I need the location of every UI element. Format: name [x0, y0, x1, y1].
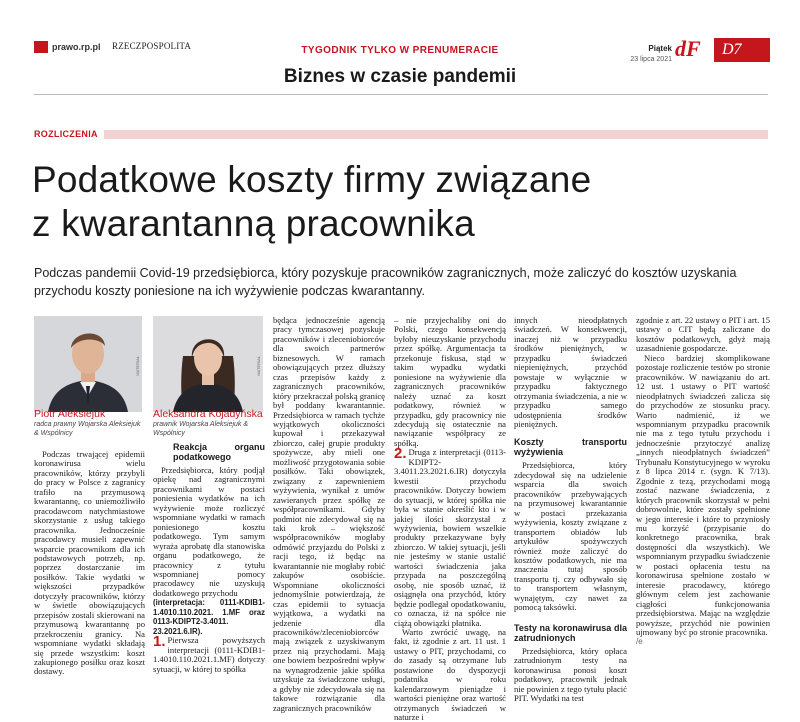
- headline-line-2: z kwarantanną pracownika: [32, 203, 475, 244]
- body-paragraph: Przedsiębiorca, który opłaca zatrudnionym testy na koronawirusa ponosi koszt podatkowy, pracownik jednak nie powinien z tego tytułu płacić PIT. Wydatki na test: [514, 645, 627, 703]
- subheading-testy: Testy na koronawirusa dla zatrudnionych: [514, 622, 627, 643]
- article-lead: Podczas pandemii Covid-19 przedsiębiorca, który pozyskuje pracowników zagranicznych, może zaliczyć do kosztów uzyskania przychodu koszty poniesione na ich wyżywienie podczas kwarantanny.: [34, 266, 737, 298]
- prawo-logo-text: prawo.rp.pl: [52, 42, 101, 52]
- article-kicker: ROZLICZENIA: [34, 129, 104, 139]
- author-photo-kojadynska: [153, 316, 263, 412]
- kicker-bar: [34, 130, 768, 139]
- author-name: Piotr Aleksiejuk: [34, 408, 106, 420]
- author-caption-2: [153, 408, 265, 438]
- author-caption-1: [34, 408, 146, 438]
- body-column-4: [394, 316, 506, 722]
- masthead-divider: [34, 94, 768, 95]
- body-paragraph: Podczas trwającej epidemii koronawirusa wielu pracowników, którzy przybyli do pracy w Polsce z zagranicy trafiło na przymusową kwarantannę, co uniemożliwiło pracodawcom natychmiastowe skorzystanie z usług takiego pracownika. Jednocześnie pracodawcy musieli zapewnić wsparcie pracownikom dla ich podstawowych potrzeb, np. poprzez dostarczanie im posiłków. Takie wydatki w większości przypadków dotyczyły pracowników, którzy w świetle obowiązujących przepisów zostali skierowani na przymusową kwarantannę po przekroczeniu granicy. Na wspomniane wydatki składają się przede wszystkim: koszt zakupionego posiłku oraz koszt dostawy.: [34, 449, 145, 677]
- author-name: Aleksandra Kojadyńska: [153, 408, 263, 420]
- masthead: [0, 0, 800, 87]
- df-brand-logo: dF: [675, 36, 701, 61]
- photo-credit: MATERIAŁ: [135, 356, 140, 376]
- body-paragraph: Warto zwrócić uwagę, na fakt, iż zgodnie z art. 11 ust. 1 ustawy o PIT, przychodami, co do zasady są otrzymane lub postawione do dyspozycji podatnika w roku kalendarzowym pieniądze i wartości pieniężne oraz wartość otrzymanych świadczeń w naturze i: [394, 626, 506, 722]
- subheading-reakcja: Reakcja organu podatkowego: [173, 442, 265, 462]
- prawo-logo-icon: [34, 41, 48, 53]
- body-column-5: [514, 316, 627, 703]
- body-paragraph-numbered: 2. Druga z interpretacji (0113-KDIPT2-3.4011.23.2021.6.IR) dotyczyła kwestii przychodu pracowników. Dotyczy bowiem do sytuacji, w której spółka nie była w stanie określić kto i w jakiej ilości skorzystał z wyżywienia, bowiem wszelkie produkty przekazywane były zbiorczo. W takiej sytuacji, jeśli nie jesteśmy w stanie ustalić wartości świadczenia jaka przypada na poszczególną osobę, nie sposób uznać, iż osiągnęła ona przychód, który będzie podlegał opodatkowaniu, co oznacza, iż na spółce nie ciążą obowiązki płatnika.: [394, 445, 506, 628]
- body-paragraph: Nieco bardziej skomplikowane pozostaje rozliczenie testów po stronie pracowników. W nawiązaniu do art. 12 ust. 1 ustawy o PIT wartość nieodpłatnych świadczeń zalicza się do przychodów ze stosunku pracy. Warto nadmienić, iż we wspomnianym przypadku pracownik nie ma z tego tytułu przychodu i jednocześnie przytoczyć analizę „innych nieodpłatnych świadczeń” Trybunału Konstytucyjnego w wyroku z 8 lipca 2014 r. (sygn. K 7/13). Zgodnie z tezą, przychodami mogą zostać nazwane świadczenia, z których pracownik skorzystał w pełni dobrowolnie, które zostały spełnione w jego interesie i które to przyniosły mu korzyść (przypisanie do konkretnego pracownika, brak dostępności dla wszystkich). We wspomnianym przypadku świadczenie w postaci opłacenia testu na koronawirusa spełnione zostało w interesie pracodawcy, którego głównym celem jest zachowanie ciągłości funkcjonowania przedsiębiorstwa. Mając na względzie powyższe, przychód nie powinien ujmowany być po stronie pracownika.: [636, 352, 770, 637]
- page-number-badge: D7: [714, 38, 770, 62]
- issue-date-text: 23 lipca 2021: [630, 56, 672, 63]
- author-role: radca prawny Wojarska Aleksiejuk & Wspólnicy: [34, 421, 141, 437]
- article-headline: [32, 158, 772, 246]
- body-paragraph: Przedsiębiorca, który zdecydował się na udzielenie wsparcia dla swoich pracowników przebywających na przymusowej kwarantannie w postaci przekazania wyżywienia, koszty związane z transportem obiadów lub artykułów spożywczych również może zaliczyć do kosztów podatkowych, nie ma znaczenia tutaj sposób transportu tj. czy odbywało się to transportem własnym, wynajętym, czy nawet za pomocą taksówki.: [514, 460, 627, 613]
- body-paragraph: zgodnie z art. 22 ustawy o PIT i art. 15 ustawy o CIT będą zaliczane do kosztów podatkowych, gdyż mają uzasadnienie gospodarcze.: [636, 315, 770, 354]
- body-paragraph: Przedsiębiorca, który podjął opiekę nad zagranicznymi pracownikami w postaci poniesienia wydatków na ich wyżywienie może rozliczyć wspomniane wydatki w ramach poniesionego kosztu podatkowego. Tym samym wyraża aprobatę dla stanowiska organu podatkowego, że pracownicy z tytułu wspomnianej pomocy pracodawcy nie uzyskują dodatkowego przychodu: [153, 465, 265, 598]
- body-column-2: [153, 440, 265, 674]
- section-title: Biznes w czasie pandemii: [283, 66, 517, 87]
- body-column-6: [636, 316, 770, 647]
- body-column-3: [273, 316, 385, 713]
- end-mark: /e: [636, 637, 643, 647]
- rzeczpospolita-logo[interactable]: RZECZPOSPOLITA: [112, 41, 192, 51]
- subscription-tagline: TYGODNIK TYLKO W PRENUMERACIE: [301, 45, 499, 56]
- body-paragraph: – nie przyjechaliby oni do Polski, czego konsekwencją byłoby nieuzyskanie przychodu przez spółkę. Argumentacja ta przekonuje fiskusa, stąd w takim wypadku wydatki poniesione na wyżywienie dla zagranicznych pracowników należy uznać za koszt podatkowy, również w przypadku, gdy pracownicy nie zdecydują się ostatecznie na nawiązanie współpracy ze spółką.: [394, 315, 506, 448]
- author-role: prawnik Wojarska Aleksiejuk & Wspólnicy: [153, 421, 249, 437]
- numbered-marker-1: 1.: [153, 633, 166, 651]
- body-paragraph: będąca jednocześnie agencją pracy tymczasowej pozyskuje pracowników i zleceniobiorców dla swoich partnerów biznesowych. W ramach obowiązujących przez dłuższy czas przepisów każdy z zagranicznych pracowników, który przekraczał polską granicę był poddany kwarantannie. Przedsiębiorca w ramach tychże wyjątkowych okoliczności kupował i przekazywał zbiorczo, całej grupie produkty spożywcze, aby mieli one możliwość przygotowania sobie posiłków. Taki obowiązek, związany z zapewnieniem wyżywienia, wynikał z umów zawieranych przez spółkę ze współpracownikami. Gdyby podmiot nie zdecydował się na taki krok – większość współpracowników mogłaby odmówić przyjazdu do Polski z racji tego, iż będąc na kwarantannie nie mogłaby robić zakupów osobiście. Wspomniane okoliczności jednomyślnie potwierdzają, że czas epidemii to sytuacja wyjątkowa, a wydatki na jedzenie dla pracowników/zleceniobiorców mają związek z uzyskiwanym przez nią przychodami. Mają one bowiem bezpośredni wpływ na wynagrodzenie jakie spółka uzyskuje za świadczone usługi, a gdyby nie zdecydowała się na takowe rozwiązanie dla zagranicznych pracowników: [273, 315, 385, 713]
- numbered-marker-2: 2.: [394, 445, 407, 463]
- body-column-1: [34, 450, 145, 677]
- interpretation-reference: (interpretacja: 0111-KDIB1-1.4010.110.2021. 1.MF oraz 0113-KDIPT2-3.4011. 23.2021.6.IR).: [153, 598, 265, 636]
- issue-day: Piątek: [648, 44, 672, 53]
- body-paragraph-numbered: 1. Pierwsza powyższych interpretacji (0111-KDIB1-1.4010.110.2021.1.MF) dotyczy sytuacji, w której to spółka: [153, 633, 265, 674]
- prawo-logo[interactable]: [34, 41, 101, 53]
- body-paragraph: innych nieodpłatnych świadczeń. W konsekwencji, inaczej niż w przypadku środków pieniężnych, w przypadku świadczeń niepieniężnych, przychód powstaje w wyłącznie w przypadku faktycznego otrzymania świadczenia, a nie w przypadku samego udostępnienia środków pieniężnych.: [514, 315, 627, 429]
- author-portrait-female: [153, 316, 263, 412]
- author-photo-aleksiejuk: [34, 316, 142, 412]
- headline-line-1: Podatkowe koszty firmy związane: [32, 159, 592, 200]
- author-portrait-male: [34, 316, 142, 412]
- issue-date: [618, 43, 672, 65]
- photo-credit: MATERIAŁ: [256, 356, 261, 376]
- subheading-transport: Koszty transportu wyżywienia: [514, 437, 627, 458]
